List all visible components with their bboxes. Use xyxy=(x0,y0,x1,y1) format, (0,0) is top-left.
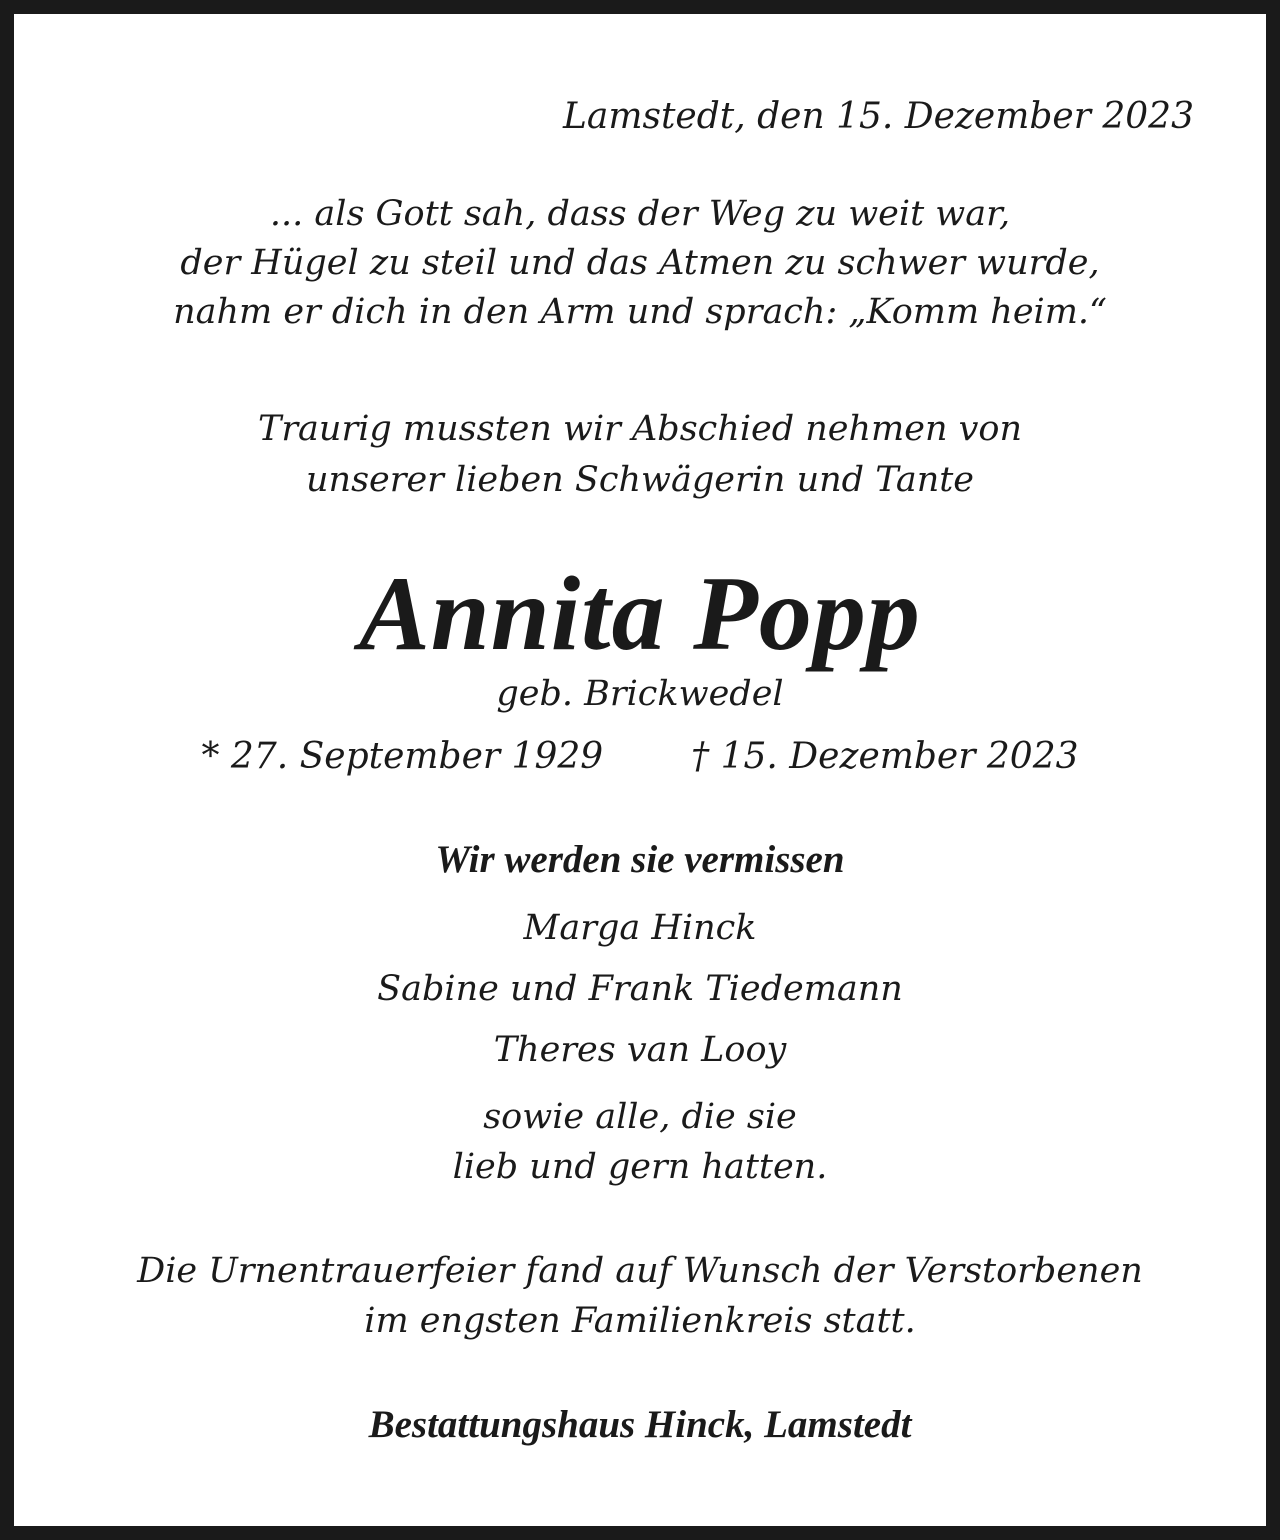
ceremony-note xyxy=(14,1246,1266,1346)
other-mourners-line: lieb und gern hatten. xyxy=(452,1147,828,1187)
obituary-notice xyxy=(14,14,1266,1526)
bible-quote xyxy=(14,190,1266,337)
quote-line: ... als Gott sah, dass der Weg zu weit war, xyxy=(269,194,1011,234)
place-date: Lamstedt, den 15. Dezember 2023 xyxy=(562,96,1194,137)
funeral-home: Bestattungshaus Hinck, Lamstedt xyxy=(368,1403,912,1446)
birth-date: * 27. September 1929 xyxy=(201,736,604,777)
ceremony-line: Die Urnentrauerfeier fand auf Wunsch der Verstorbenen xyxy=(137,1251,1143,1291)
miss-line: Wir werden sie vermissen xyxy=(435,838,845,881)
ceremony-line: im engsten Familienkreis statt. xyxy=(364,1301,916,1341)
life-dates xyxy=(14,736,1266,777)
quote-line: der Hügel zu steil und das Atmen zu schwer wurde, xyxy=(180,243,1100,283)
mourner-name: Sabine und Frank Tiedemann xyxy=(377,969,903,1009)
other-mourners-line: sowie alle, die sie xyxy=(483,1097,797,1137)
other-mourners xyxy=(14,1092,1266,1192)
death-date: † 15. Dezember 2023 xyxy=(691,736,1079,777)
deceased-name: Annita Popp xyxy=(359,555,921,672)
intro-text xyxy=(14,404,1266,506)
quote-line: nahm er dich in den Arm und sprach: „Komm heim.“ xyxy=(173,292,1107,332)
intro-line: Traurig mussten wir Abschied nehmen von xyxy=(257,409,1023,449)
mourner-name: Marga Hinck xyxy=(523,908,757,948)
mourner-name: Theres van Looy xyxy=(493,1030,787,1070)
maiden-name: geb. Brickwedel xyxy=(496,674,784,714)
intro-line: unserer lieben Schwägerin und Tante xyxy=(305,460,975,500)
